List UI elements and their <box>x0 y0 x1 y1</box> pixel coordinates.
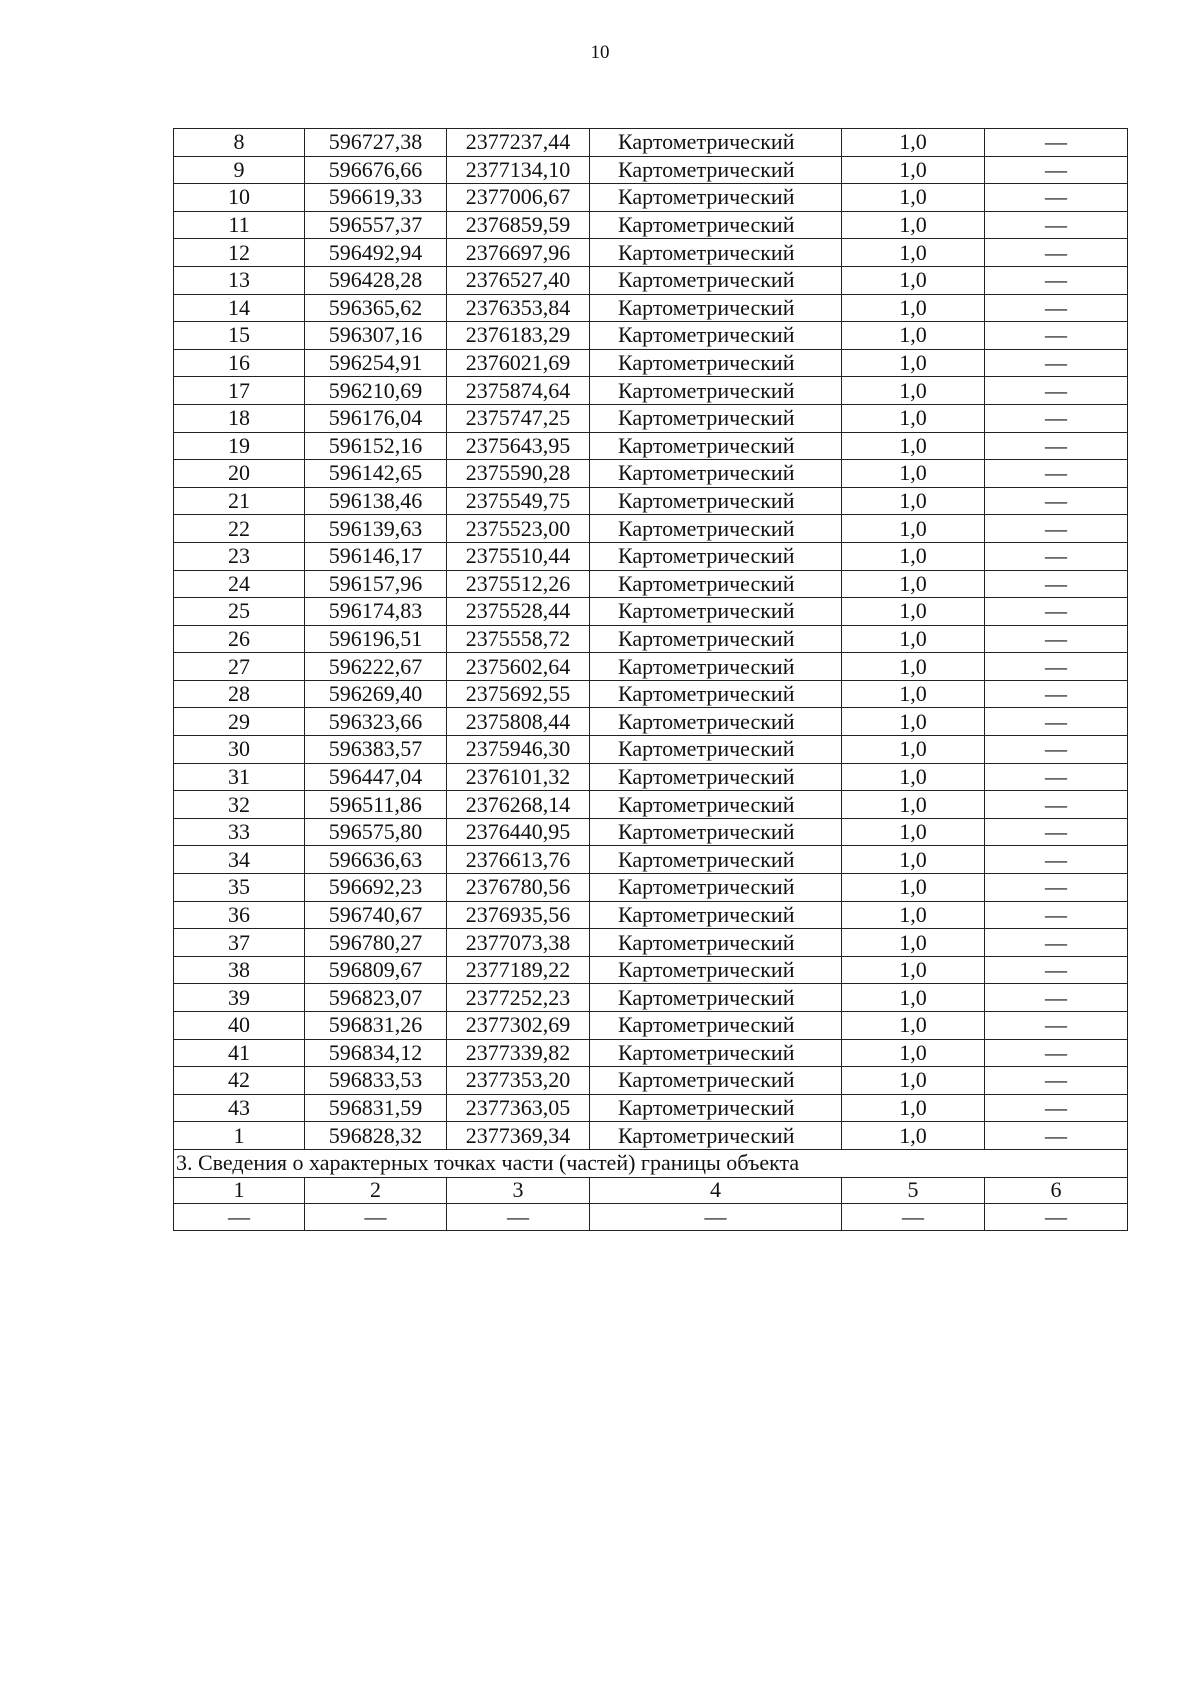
x-coordinate-cell: 596676,66 <box>305 156 447 184</box>
table-row <box>174 598 1128 626</box>
y-coordinate-cell: 2375512,26 <box>447 570 590 598</box>
x-coordinate-cell: 596139,63 <box>305 515 447 543</box>
description-cell: — <box>985 404 1128 432</box>
y-coordinate-cell: 2377339,82 <box>447 1039 590 1067</box>
accuracy-cell: 1,0 <box>842 846 985 874</box>
description-cell: — <box>985 487 1128 515</box>
x-coordinate-cell: 596152,16 <box>305 432 447 460</box>
x-coordinate-cell: 596833,53 <box>305 1067 447 1095</box>
y-coordinate-cell: 2376101,32 <box>447 763 590 791</box>
table-row <box>174 266 1128 294</box>
description-cell: — <box>985 432 1128 460</box>
point-number-cell: 31 <box>174 763 305 791</box>
table-row <box>174 901 1128 929</box>
point-number-cell: 21 <box>174 487 305 515</box>
x-coordinate-cell: 596222,67 <box>305 653 447 681</box>
accuracy-cell: 1,0 <box>842 929 985 957</box>
x-coordinate-cell: 596557,37 <box>305 211 447 239</box>
table-row <box>174 570 1128 598</box>
table-row <box>174 404 1128 432</box>
table-row <box>174 956 1128 984</box>
table-row <box>174 460 1128 488</box>
method-cell: Картометрический <box>590 266 842 294</box>
y-coordinate-cell: 2377006,67 <box>447 184 590 212</box>
y-coordinate-cell: 2376021,69 <box>447 349 590 377</box>
point-number-cell: 37 <box>174 929 305 957</box>
x-coordinate-cell: 596831,59 <box>305 1094 447 1122</box>
method-cell: Картометрический <box>590 791 842 819</box>
y-coordinate-cell: 2377369,34 <box>447 1122 590 1150</box>
column-number-cell: 3 <box>447 1177 590 1203</box>
boundary-points-table <box>173 128 1128 1231</box>
description-cell: — <box>985 1122 1128 1150</box>
point-number-cell: 25 <box>174 598 305 626</box>
y-coordinate-cell: 2376353,84 <box>447 294 590 322</box>
table-row <box>174 1122 1128 1150</box>
x-coordinate-cell: 596740,67 <box>305 901 447 929</box>
accuracy-cell: 1,0 <box>842 570 985 598</box>
point-number-cell: 9 <box>174 156 305 184</box>
accuracy-cell: 1,0 <box>842 736 985 764</box>
point-number-cell: 30 <box>174 736 305 764</box>
x-coordinate-cell: 596146,17 <box>305 542 447 570</box>
x-coordinate-cell: 596834,12 <box>305 1039 447 1067</box>
table-row <box>174 653 1128 681</box>
point-number-cell: 34 <box>174 846 305 874</box>
column-number-cell: 6 <box>985 1177 1128 1203</box>
method-cell: Картометрический <box>590 322 842 350</box>
table-row <box>174 763 1128 791</box>
table-row <box>174 818 1128 846</box>
y-coordinate-cell: 2376268,14 <box>447 791 590 819</box>
empty-dash-cell: — <box>447 1203 590 1230</box>
table-row <box>174 984 1128 1012</box>
point-number-cell: 10 <box>174 184 305 212</box>
x-coordinate-cell: 596575,80 <box>305 818 447 846</box>
description-cell: — <box>985 266 1128 294</box>
x-coordinate-cell: 596809,67 <box>305 956 447 984</box>
point-number-cell: 1 <box>174 1122 305 1150</box>
method-cell: Картометрический <box>590 929 842 957</box>
point-number-cell: 8 <box>174 129 305 157</box>
accuracy-cell: 1,0 <box>842 708 985 736</box>
column-number-cell: 2 <box>305 1177 447 1203</box>
column-numbers-row <box>174 1177 1128 1203</box>
description-cell: — <box>985 736 1128 764</box>
description-cell: — <box>985 708 1128 736</box>
accuracy-cell: 1,0 <box>842 653 985 681</box>
section-3-empty-row <box>174 1203 1128 1230</box>
x-coordinate-cell: 596254,91 <box>305 349 447 377</box>
column-number-cell: 5 <box>842 1177 985 1203</box>
y-coordinate-cell: 2377302,69 <box>447 1012 590 1040</box>
method-cell: Картометрический <box>590 874 842 902</box>
y-coordinate-cell: 2375643,95 <box>447 432 590 460</box>
y-coordinate-cell: 2375590,28 <box>447 460 590 488</box>
column-number-cell: 1 <box>174 1177 305 1203</box>
point-number-cell: 11 <box>174 211 305 239</box>
x-coordinate-cell: 596492,94 <box>305 239 447 267</box>
y-coordinate-cell: 2377189,22 <box>447 956 590 984</box>
method-cell: Картометрический <box>590 818 842 846</box>
point-number-cell: 38 <box>174 956 305 984</box>
method-cell: Картометрический <box>590 1122 842 1150</box>
accuracy-cell: 1,0 <box>842 1122 985 1150</box>
x-coordinate-cell: 596174,83 <box>305 598 447 626</box>
description-cell: — <box>985 377 1128 405</box>
accuracy-cell: 1,0 <box>842 377 985 405</box>
table-row <box>174 487 1128 515</box>
accuracy-cell: 1,0 <box>842 129 985 157</box>
x-coordinate-cell: 596636,63 <box>305 846 447 874</box>
empty-dash-cell: — <box>842 1203 985 1230</box>
y-coordinate-cell: 2376859,59 <box>447 211 590 239</box>
description-cell: — <box>985 763 1128 791</box>
table-row <box>174 929 1128 957</box>
method-cell: Картометрический <box>590 984 842 1012</box>
y-coordinate-cell: 2377353,20 <box>447 1067 590 1095</box>
accuracy-cell: 1,0 <box>842 184 985 212</box>
table-row <box>174 1039 1128 1067</box>
accuracy-cell: 1,0 <box>842 487 985 515</box>
description-cell: — <box>985 956 1128 984</box>
x-coordinate-cell: 596210,69 <box>305 377 447 405</box>
y-coordinate-cell: 2375874,64 <box>447 377 590 405</box>
description-cell: — <box>985 625 1128 653</box>
y-coordinate-cell: 2376440,95 <box>447 818 590 846</box>
x-coordinate-cell: 596383,57 <box>305 736 447 764</box>
section-3-body <box>174 1149 1128 1230</box>
empty-dash-cell: — <box>590 1203 842 1230</box>
accuracy-cell: 1,0 <box>842 515 985 543</box>
coordinates-table-body <box>174 129 1128 1150</box>
method-cell: Картометрический <box>590 708 842 736</box>
x-coordinate-cell: 596157,96 <box>305 570 447 598</box>
empty-dash-cell: — <box>305 1203 447 1230</box>
method-cell: Картометрический <box>590 184 842 212</box>
accuracy-cell: 1,0 <box>842 763 985 791</box>
y-coordinate-cell: 2375602,64 <box>447 653 590 681</box>
method-cell: Картометрический <box>590 846 842 874</box>
method-cell: Картометрический <box>590 570 842 598</box>
method-cell: Картометрический <box>590 515 842 543</box>
y-coordinate-cell: 2375692,55 <box>447 680 590 708</box>
method-cell: Картометрический <box>590 377 842 405</box>
description-cell: — <box>985 791 1128 819</box>
description-cell: — <box>985 239 1128 267</box>
point-number-cell: 12 <box>174 239 305 267</box>
method-cell: Картометрический <box>590 956 842 984</box>
method-cell: Картометрический <box>590 404 842 432</box>
point-number-cell: 20 <box>174 460 305 488</box>
y-coordinate-cell: 2376780,56 <box>447 874 590 902</box>
accuracy-cell: 1,0 <box>842 404 985 432</box>
table-row <box>174 680 1128 708</box>
accuracy-cell: 1,0 <box>842 901 985 929</box>
description-cell: — <box>985 211 1128 239</box>
table-row <box>174 542 1128 570</box>
x-coordinate-cell: 596828,32 <box>305 1122 447 1150</box>
column-number-cell: 4 <box>590 1177 842 1203</box>
x-coordinate-cell: 596727,38 <box>305 129 447 157</box>
table-row <box>174 515 1128 543</box>
table-row <box>174 708 1128 736</box>
accuracy-cell: 1,0 <box>842 1012 985 1040</box>
method-cell: Картометрический <box>590 156 842 184</box>
accuracy-cell: 1,0 <box>842 598 985 626</box>
method-cell: Картометрический <box>590 736 842 764</box>
method-cell: Картометрический <box>590 1039 842 1067</box>
point-number-cell: 41 <box>174 1039 305 1067</box>
description-cell: — <box>985 984 1128 1012</box>
point-number-cell: 16 <box>174 349 305 377</box>
method-cell: Картометрический <box>590 1067 842 1095</box>
table-row <box>174 1012 1128 1040</box>
accuracy-cell: 1,0 <box>842 322 985 350</box>
method-cell: Картометрический <box>590 460 842 488</box>
y-coordinate-cell: 2375747,25 <box>447 404 590 432</box>
point-number-cell: 39 <box>174 984 305 1012</box>
table-row <box>174 736 1128 764</box>
description-cell: — <box>985 156 1128 184</box>
point-number-cell: 36 <box>174 901 305 929</box>
x-coordinate-cell: 596323,66 <box>305 708 447 736</box>
method-cell: Картометрический <box>590 653 842 681</box>
point-number-cell: 40 <box>174 1012 305 1040</box>
description-cell: — <box>985 460 1128 488</box>
description-cell: — <box>985 846 1128 874</box>
empty-dash-cell: — <box>985 1203 1128 1230</box>
y-coordinate-cell: 2377363,05 <box>447 1094 590 1122</box>
point-number-cell: 43 <box>174 1094 305 1122</box>
method-cell: Картометрический <box>590 625 842 653</box>
method-cell: Картометрический <box>590 349 842 377</box>
description-cell: — <box>985 515 1128 543</box>
description-cell: — <box>985 680 1128 708</box>
description-cell: — <box>985 570 1128 598</box>
method-cell: Картометрический <box>590 901 842 929</box>
table-row <box>174 625 1128 653</box>
method-cell: Картометрический <box>590 432 842 460</box>
table-row <box>174 156 1128 184</box>
method-cell: Картометрический <box>590 129 842 157</box>
accuracy-cell: 1,0 <box>842 1039 985 1067</box>
point-number-cell: 24 <box>174 570 305 598</box>
accuracy-cell: 1,0 <box>842 874 985 902</box>
accuracy-cell: 1,0 <box>842 818 985 846</box>
accuracy-cell: 1,0 <box>842 211 985 239</box>
accuracy-cell: 1,0 <box>842 294 985 322</box>
description-cell: — <box>985 929 1128 957</box>
y-coordinate-cell: 2376613,76 <box>447 846 590 874</box>
table-row <box>174 846 1128 874</box>
x-coordinate-cell: 596142,65 <box>305 460 447 488</box>
empty-dash-cell: — <box>174 1203 305 1230</box>
accuracy-cell: 1,0 <box>842 542 985 570</box>
accuracy-cell: 1,0 <box>842 266 985 294</box>
y-coordinate-cell: 2376183,29 <box>447 322 590 350</box>
point-number-cell: 22 <box>174 515 305 543</box>
description-cell: — <box>985 542 1128 570</box>
y-coordinate-cell: 2375808,44 <box>447 708 590 736</box>
point-number-cell: 17 <box>174 377 305 405</box>
point-number-cell: 19 <box>174 432 305 460</box>
table-row <box>174 1067 1128 1095</box>
accuracy-cell: 1,0 <box>842 349 985 377</box>
description-cell: — <box>985 1039 1128 1067</box>
y-coordinate-cell: 2377073,38 <box>447 929 590 957</box>
description-cell: — <box>985 1067 1128 1095</box>
table-row <box>174 874 1128 902</box>
method-cell: Картометрический <box>590 294 842 322</box>
accuracy-cell: 1,0 <box>842 956 985 984</box>
point-number-cell: 42 <box>174 1067 305 1095</box>
x-coordinate-cell: 596831,26 <box>305 1012 447 1040</box>
table-row <box>174 294 1128 322</box>
y-coordinate-cell: 2375946,30 <box>447 736 590 764</box>
description-cell: — <box>985 184 1128 212</box>
description-cell: — <box>985 598 1128 626</box>
x-coordinate-cell: 596511,86 <box>305 791 447 819</box>
point-number-cell: 18 <box>174 404 305 432</box>
accuracy-cell: 1,0 <box>842 156 985 184</box>
table-row <box>174 432 1128 460</box>
description-cell: — <box>985 1012 1128 1040</box>
table-row <box>174 129 1128 157</box>
table-row <box>174 322 1128 350</box>
accuracy-cell: 1,0 <box>842 460 985 488</box>
section-3-title-row <box>174 1149 1128 1177</box>
point-number-cell: 28 <box>174 680 305 708</box>
y-coordinate-cell: 2375549,75 <box>447 487 590 515</box>
x-coordinate-cell: 596269,40 <box>305 680 447 708</box>
x-coordinate-cell: 596196,51 <box>305 625 447 653</box>
x-coordinate-cell: 596823,07 <box>305 984 447 1012</box>
method-cell: Картометрический <box>590 763 842 791</box>
description-cell: — <box>985 322 1128 350</box>
x-coordinate-cell: 596176,04 <box>305 404 447 432</box>
method-cell: Картометрический <box>590 598 842 626</box>
table-row <box>174 239 1128 267</box>
method-cell: Картометрический <box>590 239 842 267</box>
description-cell: — <box>985 129 1128 157</box>
description-cell: — <box>985 818 1128 846</box>
point-number-cell: 32 <box>174 791 305 819</box>
x-coordinate-cell: 596447,04 <box>305 763 447 791</box>
section-3-title: 3. Сведения о характерных точках части (частей) границы объекта <box>174 1149 1128 1177</box>
description-cell: — <box>985 653 1128 681</box>
method-cell: Картометрический <box>590 542 842 570</box>
accuracy-cell: 1,0 <box>842 791 985 819</box>
x-coordinate-cell: 596619,33 <box>305 184 447 212</box>
accuracy-cell: 1,0 <box>842 625 985 653</box>
x-coordinate-cell: 596307,16 <box>305 322 447 350</box>
table-row <box>174 349 1128 377</box>
point-number-cell: 15 <box>174 322 305 350</box>
method-cell: Картометрический <box>590 1012 842 1040</box>
description-cell: — <box>985 1094 1128 1122</box>
y-coordinate-cell: 2376697,96 <box>447 239 590 267</box>
accuracy-cell: 1,0 <box>842 984 985 1012</box>
y-coordinate-cell: 2377252,23 <box>447 984 590 1012</box>
point-number-cell: 13 <box>174 266 305 294</box>
description-cell: — <box>985 901 1128 929</box>
y-coordinate-cell: 2377237,44 <box>447 129 590 157</box>
y-coordinate-cell: 2375510,44 <box>447 542 590 570</box>
method-cell: Картометрический <box>590 1094 842 1122</box>
point-number-cell: 29 <box>174 708 305 736</box>
description-cell: — <box>985 294 1128 322</box>
point-number-cell: 33 <box>174 818 305 846</box>
y-coordinate-cell: 2376935,56 <box>447 901 590 929</box>
x-coordinate-cell: 596692,23 <box>305 874 447 902</box>
x-coordinate-cell: 596365,62 <box>305 294 447 322</box>
table-row <box>174 1094 1128 1122</box>
table-row <box>174 791 1128 819</box>
accuracy-cell: 1,0 <box>842 1094 985 1122</box>
x-coordinate-cell: 596780,27 <box>305 929 447 957</box>
accuracy-cell: 1,0 <box>842 432 985 460</box>
point-number-cell: 14 <box>174 294 305 322</box>
method-cell: Картометрический <box>590 211 842 239</box>
table-row <box>174 184 1128 212</box>
accuracy-cell: 1,0 <box>842 680 985 708</box>
accuracy-cell: 1,0 <box>842 239 985 267</box>
point-number-cell: 35 <box>174 874 305 902</box>
point-number-cell: 23 <box>174 542 305 570</box>
y-coordinate-cell: 2375528,44 <box>447 598 590 626</box>
accuracy-cell: 1,0 <box>842 1067 985 1095</box>
point-number-cell: 27 <box>174 653 305 681</box>
x-coordinate-cell: 596428,28 <box>305 266 447 294</box>
y-coordinate-cell: 2375558,72 <box>447 625 590 653</box>
description-cell: — <box>985 874 1128 902</box>
method-cell: Картометрический <box>590 487 842 515</box>
y-coordinate-cell: 2377134,10 <box>447 156 590 184</box>
table-row <box>174 377 1128 405</box>
y-coordinate-cell: 2375523,00 <box>447 515 590 543</box>
table-row <box>174 211 1128 239</box>
point-number-cell: 26 <box>174 625 305 653</box>
description-cell: — <box>985 349 1128 377</box>
method-cell: Картометрический <box>590 680 842 708</box>
y-coordinate-cell: 2376527,40 <box>447 266 590 294</box>
x-coordinate-cell: 596138,46 <box>305 487 447 515</box>
page-number: 10 <box>590 42 610 63</box>
